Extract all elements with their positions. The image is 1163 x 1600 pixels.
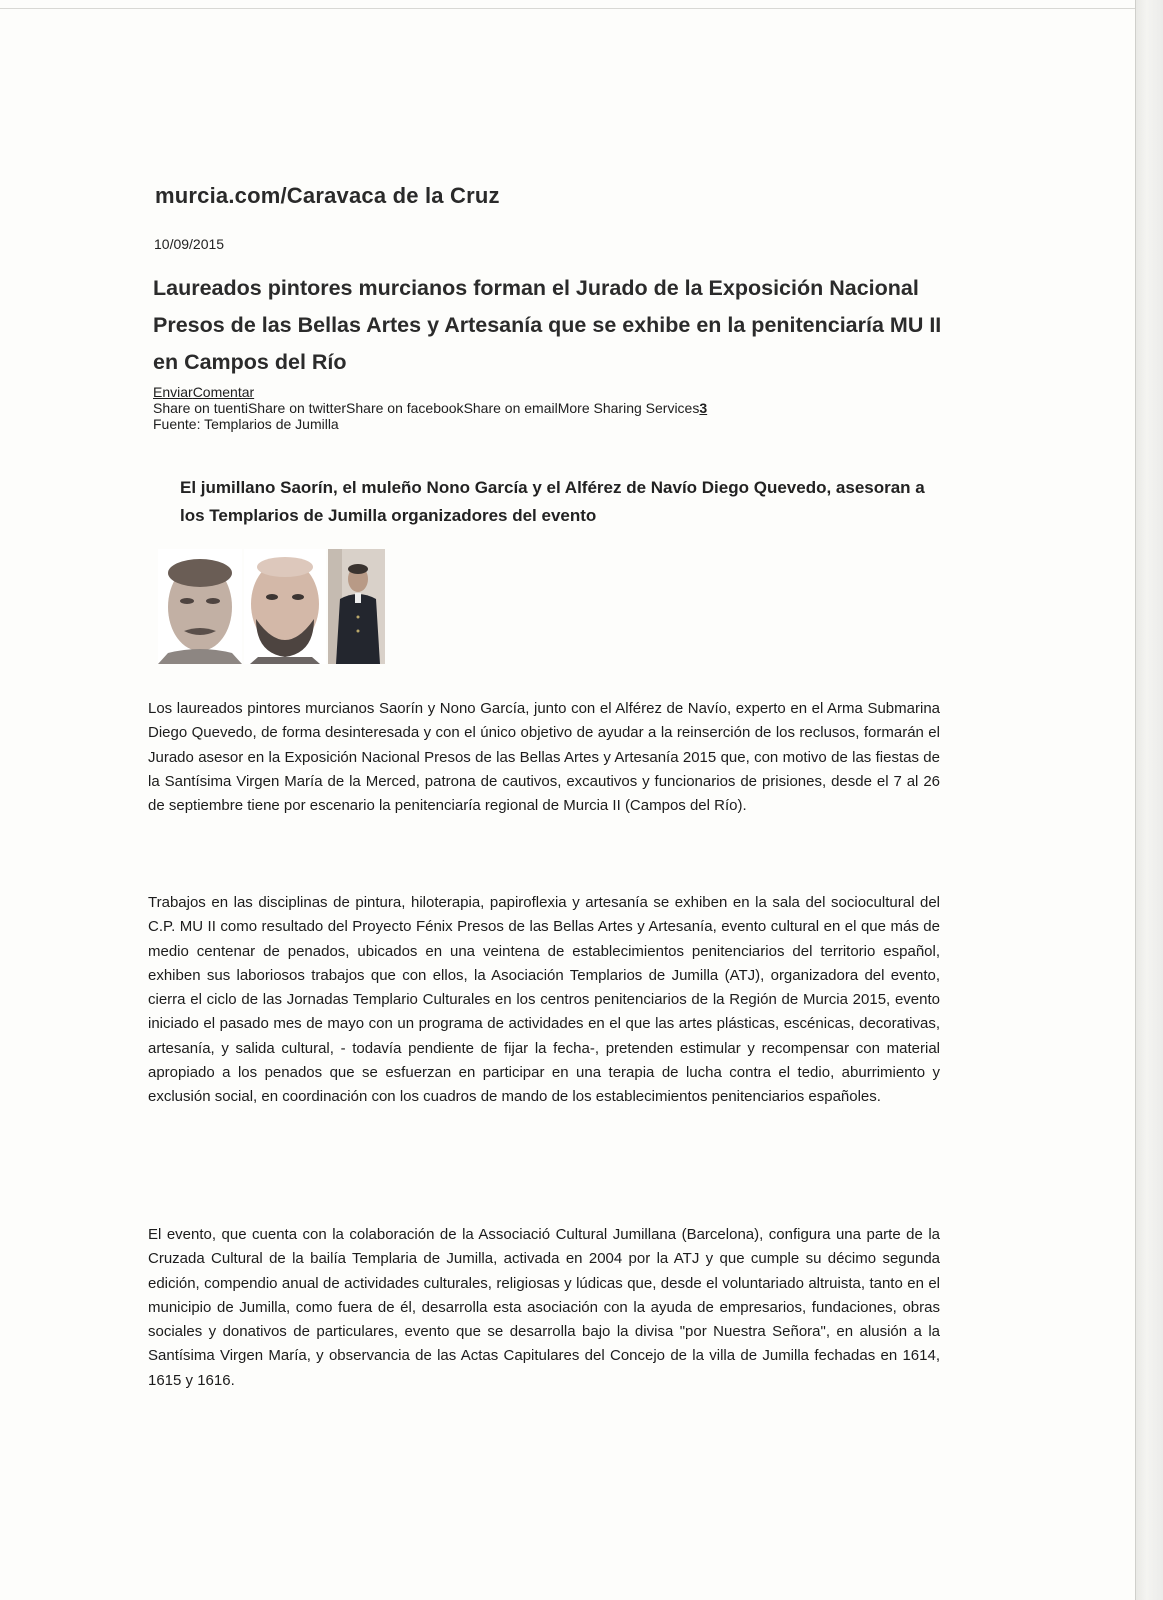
- portrait-nono-garcia-photo: [244, 549, 326, 664]
- article-subheadline: El jumillano Saorín, el muleño Nono García y el Alférez de Navío Diego Quevedo, asesoran a los Templarios de Jumilla organizadores del evento: [180, 478, 925, 525]
- share-tuenti-link[interactable]: Share on tuenti: [153, 400, 248, 416]
- article-headline: Laureados pintores murcianos forman el Jurado de la Exposición Nacional Presos de las Bellas Artes y Artesanía que se exhibe en la penitenciaría MU II en Campos del Río: [153, 276, 942, 374]
- paragraph-3: El evento, que cuenta con la colaboración de la Associació Cultural Jumillana (Barcelona), configura una parte de la Cruzada Cultural de la bailía Templaria de Jumilla, activada en 2004 por la ATJ y que cumple su décimo segunda edición, compendio anual de actividades culturales, religiosas y lúdicas que, desde el voluntariado altruista, tanto en el municipio de Jumilla, como fuera de él, desarrolla esta asociación con la ayuda de empresarios, fundaciones, obras sociales y donativos de particulares, evento que se desarrolla bajo la divisa "por Nuestra Señora", en alusión a la Santísima Virgen María, y observancia de las Actas Capitulares del Concejo de la villa de Jumilla fechadas en 1614, 1615 y 1616.: [148, 1226, 940, 1389]
- action-links: [153, 384, 707, 400]
- scan-right-edge: [1136, 0, 1163, 1600]
- share-bar: [153, 400, 707, 416]
- source-line: Fuente: Templarios de Jumilla: [153, 416, 339, 432]
- paragraph-1: Los laureados pintores murcianos Saorín y Nono García, junto con el Alférez de Navío, experto en el Arma Submarina Diego Quevedo, de forma desinteresada y con el único objetivo de ayudar a la reinserción de los reclusos, formarán el Jurado asesor en la Exposición Nacional Presos de las Bellas Artes y Artesanía 2015 que, con motivo de las fiestas de la Santísima Virgen María de la Merced, patrona de cautivos, excautivos y funcionarios de prisiones, desde el 7 al 26 de septiembre tiene por escenario la penitenciaría regional de Murcia II (Campos del Río).: [148, 700, 940, 815]
- scan-top-edge: [0, 8, 1135, 9]
- more-sharing-link[interactable]: More Sharing Services: [557, 400, 700, 416]
- enviar-link[interactable]: Enviar: [153, 384, 193, 400]
- site-title: murcia.com/Caravaca de la Cruz: [155, 183, 500, 208]
- portrait-saorin-photo: [158, 549, 242, 664]
- portrait-diego-quevedo-photo: [328, 549, 385, 664]
- comentar-link[interactable]: Comentar: [192, 384, 255, 400]
- publish-date: 10/09/2015: [154, 236, 225, 252]
- article-meta: [153, 384, 707, 432]
- share-email-link[interactable]: Share on email: [463, 400, 558, 416]
- share-count[interactable]: 3: [699, 400, 708, 416]
- share-facebook-link[interactable]: Share on facebook: [346, 400, 464, 416]
- share-twitter-link[interactable]: Share on twitter: [247, 400, 347, 416]
- paragraph-2: Trabajos en las disciplinas de pintura, hiloterapia, papiroflexia y artesanía se exhiben en la sala del sociocultural del C.P. MU II como resultado del Proyecto Fénix Presos de las Bellas Artes y Artesanía, evento cultural en el que más de medio centenar de penados, ubicados en una veintena de establecimientos penitenciarios del territorio español, exhiben sus laboriosos trabajos que con ellos, la Asociación Templarios de Jumilla (ATJ), organizadora del evento, cierra el ciclo de las Jornadas Templario Culturales en los centros penitenciarios de la Región de Murcia 2015, evento iniciado el pasado mes de mayo con un programa de actividades en el que las artes plásticas, escénicas, decorativas, artesanía, y salida cultural, - todavía pendiente de fijar la fecha-, pretenden estimular y recompensar con material apropiado a los penados que se esfuerzan en participar en una terapia de lucha contra el tedio, aburrimiento y exclusión social, en coordinación con los cuadros de mando de los establecimientos penitenciarios españoles.: [148, 894, 940, 1106]
